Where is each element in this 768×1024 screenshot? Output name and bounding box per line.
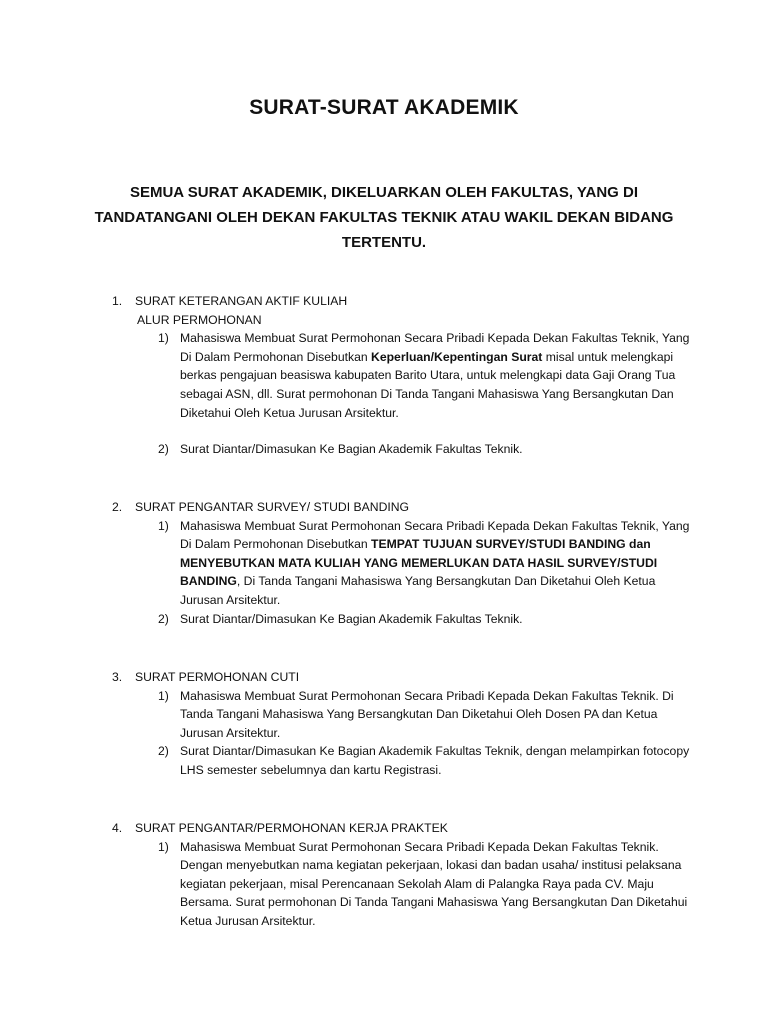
section-heading <box>112 819 692 838</box>
item-text-bold: TEMPAT TUJUAN SURVEY/STUDI BANDING dan MENYEBUTKAN MATA KULIAH YANG MEMERLUKAN DATA HASIL SURVEY/STUDI BANDING <box>180 537 658 589</box>
list-item <box>158 517 692 610</box>
list-item <box>158 742 692 779</box>
item-number: 2) <box>158 442 169 457</box>
section-heading <box>112 498 692 517</box>
section-title: SURAT KETERANGAN AKTIF KULIAH <box>135 294 348 308</box>
document-title: SURAT-SURAT AKADEMIK <box>249 96 519 119</box>
item-text-bold: Keperluan/Kepentingan Surat <box>371 349 543 364</box>
section-title: SURAT PENGANTAR/PERMOHONAN KERJA PRAKTEK <box>135 821 448 835</box>
item-number: 2) <box>158 744 169 759</box>
item-number: 1) <box>158 518 169 533</box>
item-text: Mahasiswa Membuat Surat Permohonan Secara Pribadi Kepada Dekan Fakultas Teknik. Di Tanda Tangani Mahasiswa Yang Bersangkutan Dan Diketahui Oleh Dosen PA dan Ketua Jurusan Arsitektur. <box>180 688 674 740</box>
section-subheading: ALUR PERMOHONAN <box>137 312 262 327</box>
section-title: SURAT PERMOHONAN CUTI <box>135 670 300 684</box>
item-text: Surat Diantar/Dimasukan Ke Bagian Akademik Fakultas Teknik, dengan melampirkan fotocopy LHS semester sebelumnya dan kartu Registrasi. <box>180 744 690 777</box>
section-number: 1. <box>112 294 123 308</box>
item-text-part: , Di Tanda Tangani Mahasiswa Yang Bersangkutan Dan Diketahui Oleh Ketua Jurusan Arsitektur. <box>180 574 656 607</box>
item-text <box>180 517 692 610</box>
item-text <box>180 329 692 422</box>
list-item <box>158 838 692 931</box>
item-text: Mahasiswa Membuat Surat Permohonan Secara Pribadi Kepada Dekan Fakultas Teknik. Dengan menyebutkan nama kegiatan pekerjaan, lokasi dan badan usaha/ institusi pelaksana kegiatan pekerjaan, misal Perencanaan Sekolah Alam di Palangka Raya pada CV. Maju Bersama. Surat permohonan Di Tanda Tangani Mahasiswa Yang Bersangkutan Dan Diketahui Ketua Jurusan Arsitektur. <box>180 839 688 928</box>
section-number: 4. <box>112 821 123 835</box>
item-number: 1) <box>158 688 169 703</box>
section-1 <box>112 292 692 459</box>
item-number: 1) <box>158 839 169 854</box>
section-number: 3. <box>112 670 123 684</box>
item-number: 2) <box>158 611 169 626</box>
item-number: 1) <box>158 331 169 346</box>
section-heading <box>112 668 692 687</box>
item-text-part: Mahasiswa Membuat Surat Permohonan Secara Pribadi Kepada Dekan Fakultas Teknik, Yang Di Dalam Permohonan Disebutkan <box>180 331 690 364</box>
section-3 <box>112 668 692 780</box>
item-text-part: Mahasiswa Membuat Surat Permohonan Secara Pribadi Kepada Dekan Fakultas Teknik, Yang Di Dalam Permohonan Disebutkan <box>180 518 690 552</box>
section-title: SURAT PENGANTAR SURVEY/ STUDI BANDING <box>135 500 410 514</box>
document-subtitle: SEMUA SURAT AKADEMIK, DIKELUARKAN OLEH FAKULTAS, YANG DI TANDATANGANI OLEH DEKAN FAKULTAS TEKNIK ATAU WAKIL DEKAN BIDANG TERTENTU. <box>94 184 674 251</box>
list-item <box>158 687 692 743</box>
list-item <box>158 440 692 459</box>
item-text-part: misal untuk melengkapi berkas pengajuan beasiswa kabupaten Barito Utara, untuk melengkapi data Gaji Orang Tua sebagai ASN, dll. Surat permohonan Di Tanda Tangani Mahasiswa Yang Bersangkutan Dan Diketahui Oleh Ketua Jurusan Arsitektur. <box>180 349 676 420</box>
item-text: Surat Diantar/Dimasukan Ke Bagian Akademik Fakultas Teknik. <box>180 442 523 457</box>
item-text: Surat Diantar/Dimasukan Ke Bagian Akademik Fakultas Teknik. <box>180 611 523 626</box>
section-4 <box>112 819 692 931</box>
list-item <box>158 329 692 422</box>
section-heading <box>112 292 692 311</box>
list-item <box>158 610 692 629</box>
section-2 <box>112 498 692 628</box>
section-number: 2. <box>112 500 123 514</box>
